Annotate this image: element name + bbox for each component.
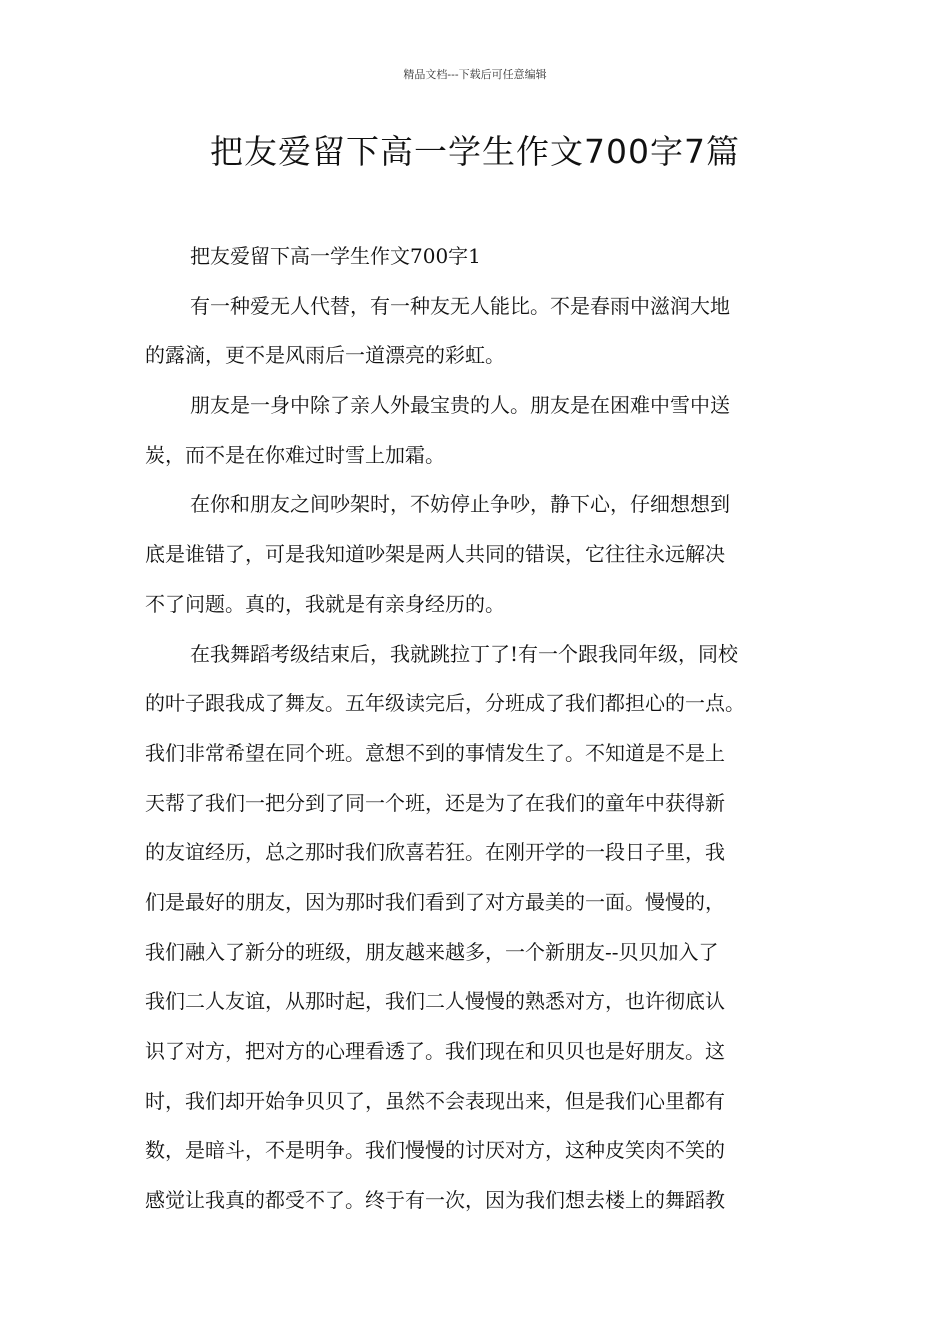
text-line: 底是谁错了，可是我知道吵架是两人共同的错误，它往往永远解决: [145, 542, 725, 567]
document-title: 把友爱留下高一学生作文700字7篇: [210, 132, 740, 171]
text-line: 数，是暗斗，不是明争。我们慢慢的讨厌对方，这种皮笑肉不笑的: [145, 1138, 725, 1163]
text-line: 我们二人友谊，从那时起，我们二人慢慢的熟悉对方，也许彻底认: [145, 989, 725, 1014]
text-line: 在你和朋友之间吵架时，不妨停止争吵，静下心，仔细想想到: [190, 492, 730, 517]
text-line: 在我舞蹈考级结束后，我就跳拉丁了!有一个跟我同年级，同校: [190, 641, 739, 666]
document-body: [145, 232, 825, 1226]
text-line: 朋友是一身中除了亲人外最宝贵的人。朋友是在困难中雪中送: [190, 393, 730, 418]
document-header-note: 精品文档---下载后可任意编辑: [403, 68, 547, 81]
text-line: 有一种爱无人代替，有一种友无人能比。不是春雨中滋润大地: [190, 293, 730, 318]
section-heading: 把友爱留下高一学生作文700字1: [190, 244, 481, 268]
text-line: 时，我们却开始争贝贝了，虽然不会表现出来，但是我们心里都有: [145, 1088, 725, 1113]
text-line: 天帮了我们一把分到了同一个班，还是为了在我们的童年中获得新: [145, 790, 725, 815]
text-line: 的露滴，更不是风雨后一道漂亮的彩虹。: [145, 343, 505, 368]
text-line: 的叶子跟我成了舞友。五年级读完后，分班成了我们都担心的一点。: [145, 691, 745, 716]
text-line: 们是最好的朋友，因为那时我们看到了对方最美的一面。慢慢的，: [145, 889, 725, 914]
text-line: 炭，而不是在你难过时雪上加霜。: [145, 442, 445, 467]
text-line: 我们非常希望在同个班。意想不到的事情发生了。不知道是不是上: [145, 740, 725, 765]
text-line: 不了问题。真的，我就是有亲身经历的。: [145, 591, 505, 616]
text-line: 识了对方，把对方的心理看透了。我们现在和贝贝也是好朋友。这: [145, 1039, 725, 1063]
text-line: 的友谊经历，总之那时我们欣喜若狂。在刚开学的一段日子里，我: [145, 840, 725, 865]
text-line: 我们融入了新分的班级，朋友越来越多，一个新朋友--贝贝加入了: [145, 939, 719, 964]
text-line: 感觉让我真的都受不了。终于有一次，因为我们想去楼上的舞蹈教: [145, 1188, 725, 1213]
